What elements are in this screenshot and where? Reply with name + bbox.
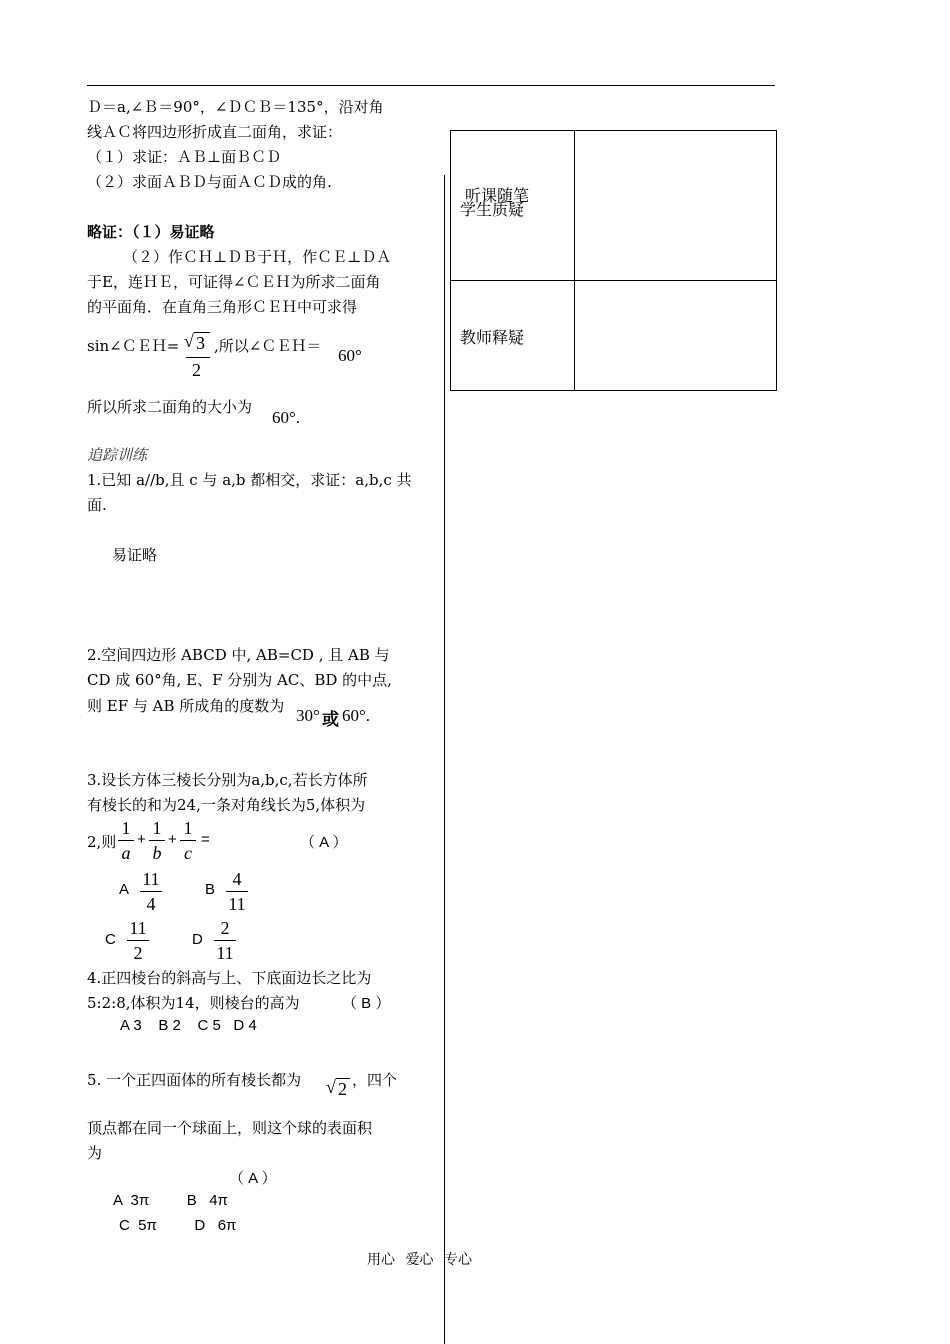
q2-answer-1: 30° bbox=[296, 706, 320, 725]
final-line: 所以所求二面角的大小为 bbox=[87, 398, 253, 416]
sin-middle: ,所以∠ＣＥＨ＝ bbox=[214, 337, 322, 355]
q3-equals: = bbox=[201, 831, 210, 848]
q5-options-cd: C 5π D 6π bbox=[119, 1217, 237, 1234]
q4-line-2: 5:2:8,体积为14，则棱台的高为 bbox=[87, 994, 300, 1012]
q2-answer-2: 60°. bbox=[342, 706, 371, 725]
q5-line-1-end: ，四个 bbox=[352, 1071, 398, 1089]
q3-line-2: 有棱长的和为24,一条对角线长为5,体积为 bbox=[87, 796, 366, 814]
proof-line-3: 于E，连ＨＥ，可证得∠ＣＥＨ为所求二面角 bbox=[87, 273, 381, 291]
q3-opt-d-frac: 2 11 bbox=[214, 917, 236, 964]
sin-prefix: sin∠ＣＥＨ= bbox=[87, 337, 180, 355]
q4-line-1: 4.正四棱台的斜高与上、下底面边长之比为 bbox=[87, 969, 372, 987]
q4-options: A 3 B 2 C 5 D 4 bbox=[120, 1017, 257, 1034]
q5-line-3: 为 bbox=[87, 1144, 103, 1162]
q3-frac-b: 1 b bbox=[149, 817, 165, 864]
table-divider bbox=[574, 279, 575, 390]
student-questions-label: 学生质疑 bbox=[460, 202, 525, 219]
q2-line-1: 2.空间四边形 ABCD 中, AB=CD , 且 AB 与 bbox=[87, 646, 390, 664]
q3-opt-b: B bbox=[205, 881, 216, 898]
q3-prefix: 2,则 bbox=[87, 833, 117, 851]
q5-sqrt-sign: √ bbox=[326, 1077, 336, 1097]
table-divider bbox=[574, 131, 575, 280]
fraction-bar bbox=[186, 357, 210, 358]
listening-notes-label: 听课随笔 bbox=[465, 188, 530, 205]
note-table-row-2 bbox=[450, 279, 777, 391]
q5-options-ab: A 3π B 4π bbox=[113, 1192, 228, 1209]
q3-answer: （ A ） bbox=[300, 834, 348, 851]
q5-line-2: 顶点都在同一个球面上，则这个球的表面积 bbox=[87, 1119, 373, 1137]
q3-opt-b-frac: 4 11 bbox=[226, 868, 248, 915]
sqrt-sign: √ bbox=[184, 331, 194, 351]
q3-frac-c: 1 c bbox=[180, 817, 196, 864]
problem-line-3: （１）求证：ＡＢ⊥面ＢＣＤ bbox=[87, 148, 282, 166]
q1-answer: 易证略 bbox=[112, 546, 158, 564]
problem-line-4: （２）求面ＡＢＤ与面ＡＣＤ成的角. bbox=[87, 173, 332, 191]
q2-line-3: 则 EF 与 AB 所成角的度数为 bbox=[87, 697, 285, 715]
q2-or: 或 bbox=[322, 710, 339, 729]
q4-answer: （ B ） bbox=[342, 995, 391, 1012]
proof-heading: 略证：（１）易证略 bbox=[87, 223, 215, 241]
proof-line-4: 的平面角．在直角三角形ＣＥＨ中可求得 bbox=[87, 298, 358, 316]
sqrt3-radicand: 3 bbox=[196, 333, 205, 353]
proof-line-2: （２）作ＣＨ⊥ＤＢ于Ｈ，作ＣＥ⊥ＤＡ bbox=[123, 248, 392, 266]
footer-text: 用心 爱心 专心 bbox=[367, 1253, 472, 1268]
q3-opt-d: D bbox=[192, 931, 203, 948]
q5-line-1: 5. 一个正四面体的所有棱长都为 bbox=[87, 1071, 302, 1089]
denominator-2: 2 bbox=[192, 360, 201, 380]
plus-2: + bbox=[168, 831, 177, 848]
final-value: 60°. bbox=[272, 408, 301, 427]
top-rule bbox=[87, 85, 775, 86]
q3-opt-a: A bbox=[119, 881, 130, 898]
q3-opt-c: C bbox=[105, 931, 116, 948]
teacher-explanation-label: 教师释疑 bbox=[460, 330, 525, 347]
note-table-row-1 bbox=[450, 130, 777, 281]
q3-opt-a-frac: 11 4 bbox=[140, 868, 162, 915]
q5-sqrt-radicand: 2 bbox=[338, 1079, 347, 1099]
q3-frac-a: 1 a bbox=[118, 817, 134, 864]
q1-line-2: 面. bbox=[87, 496, 107, 514]
q2-line-2: CD 成 60°角, E、F 分别为 AC、BD 的中点, bbox=[87, 671, 392, 689]
q5-answer: （ A ） bbox=[229, 1170, 277, 1187]
q3-line-1: 3.设长方体三棱长分别为a,b,c,若长方体所 bbox=[87, 771, 368, 789]
plus-1: + bbox=[137, 831, 146, 848]
q1-line-1: 1.已知 a//b,且 c 与 a,b 都相交，求证：a,b,c 共 bbox=[87, 471, 412, 489]
training-heading: 追踪训练 bbox=[87, 446, 148, 464]
angle-60: 60° bbox=[338, 346, 362, 365]
column-divider bbox=[444, 175, 445, 1344]
q3-opt-c-frac: 11 2 bbox=[127, 917, 149, 964]
problem-line-2: 线ＡＣ将四边形折成直二面角，求证： bbox=[87, 123, 343, 141]
problem-line-1: Ｄ＝a,∠Ｂ＝90°，∠ＤＣＢ＝135°，沿对角 bbox=[87, 98, 384, 116]
